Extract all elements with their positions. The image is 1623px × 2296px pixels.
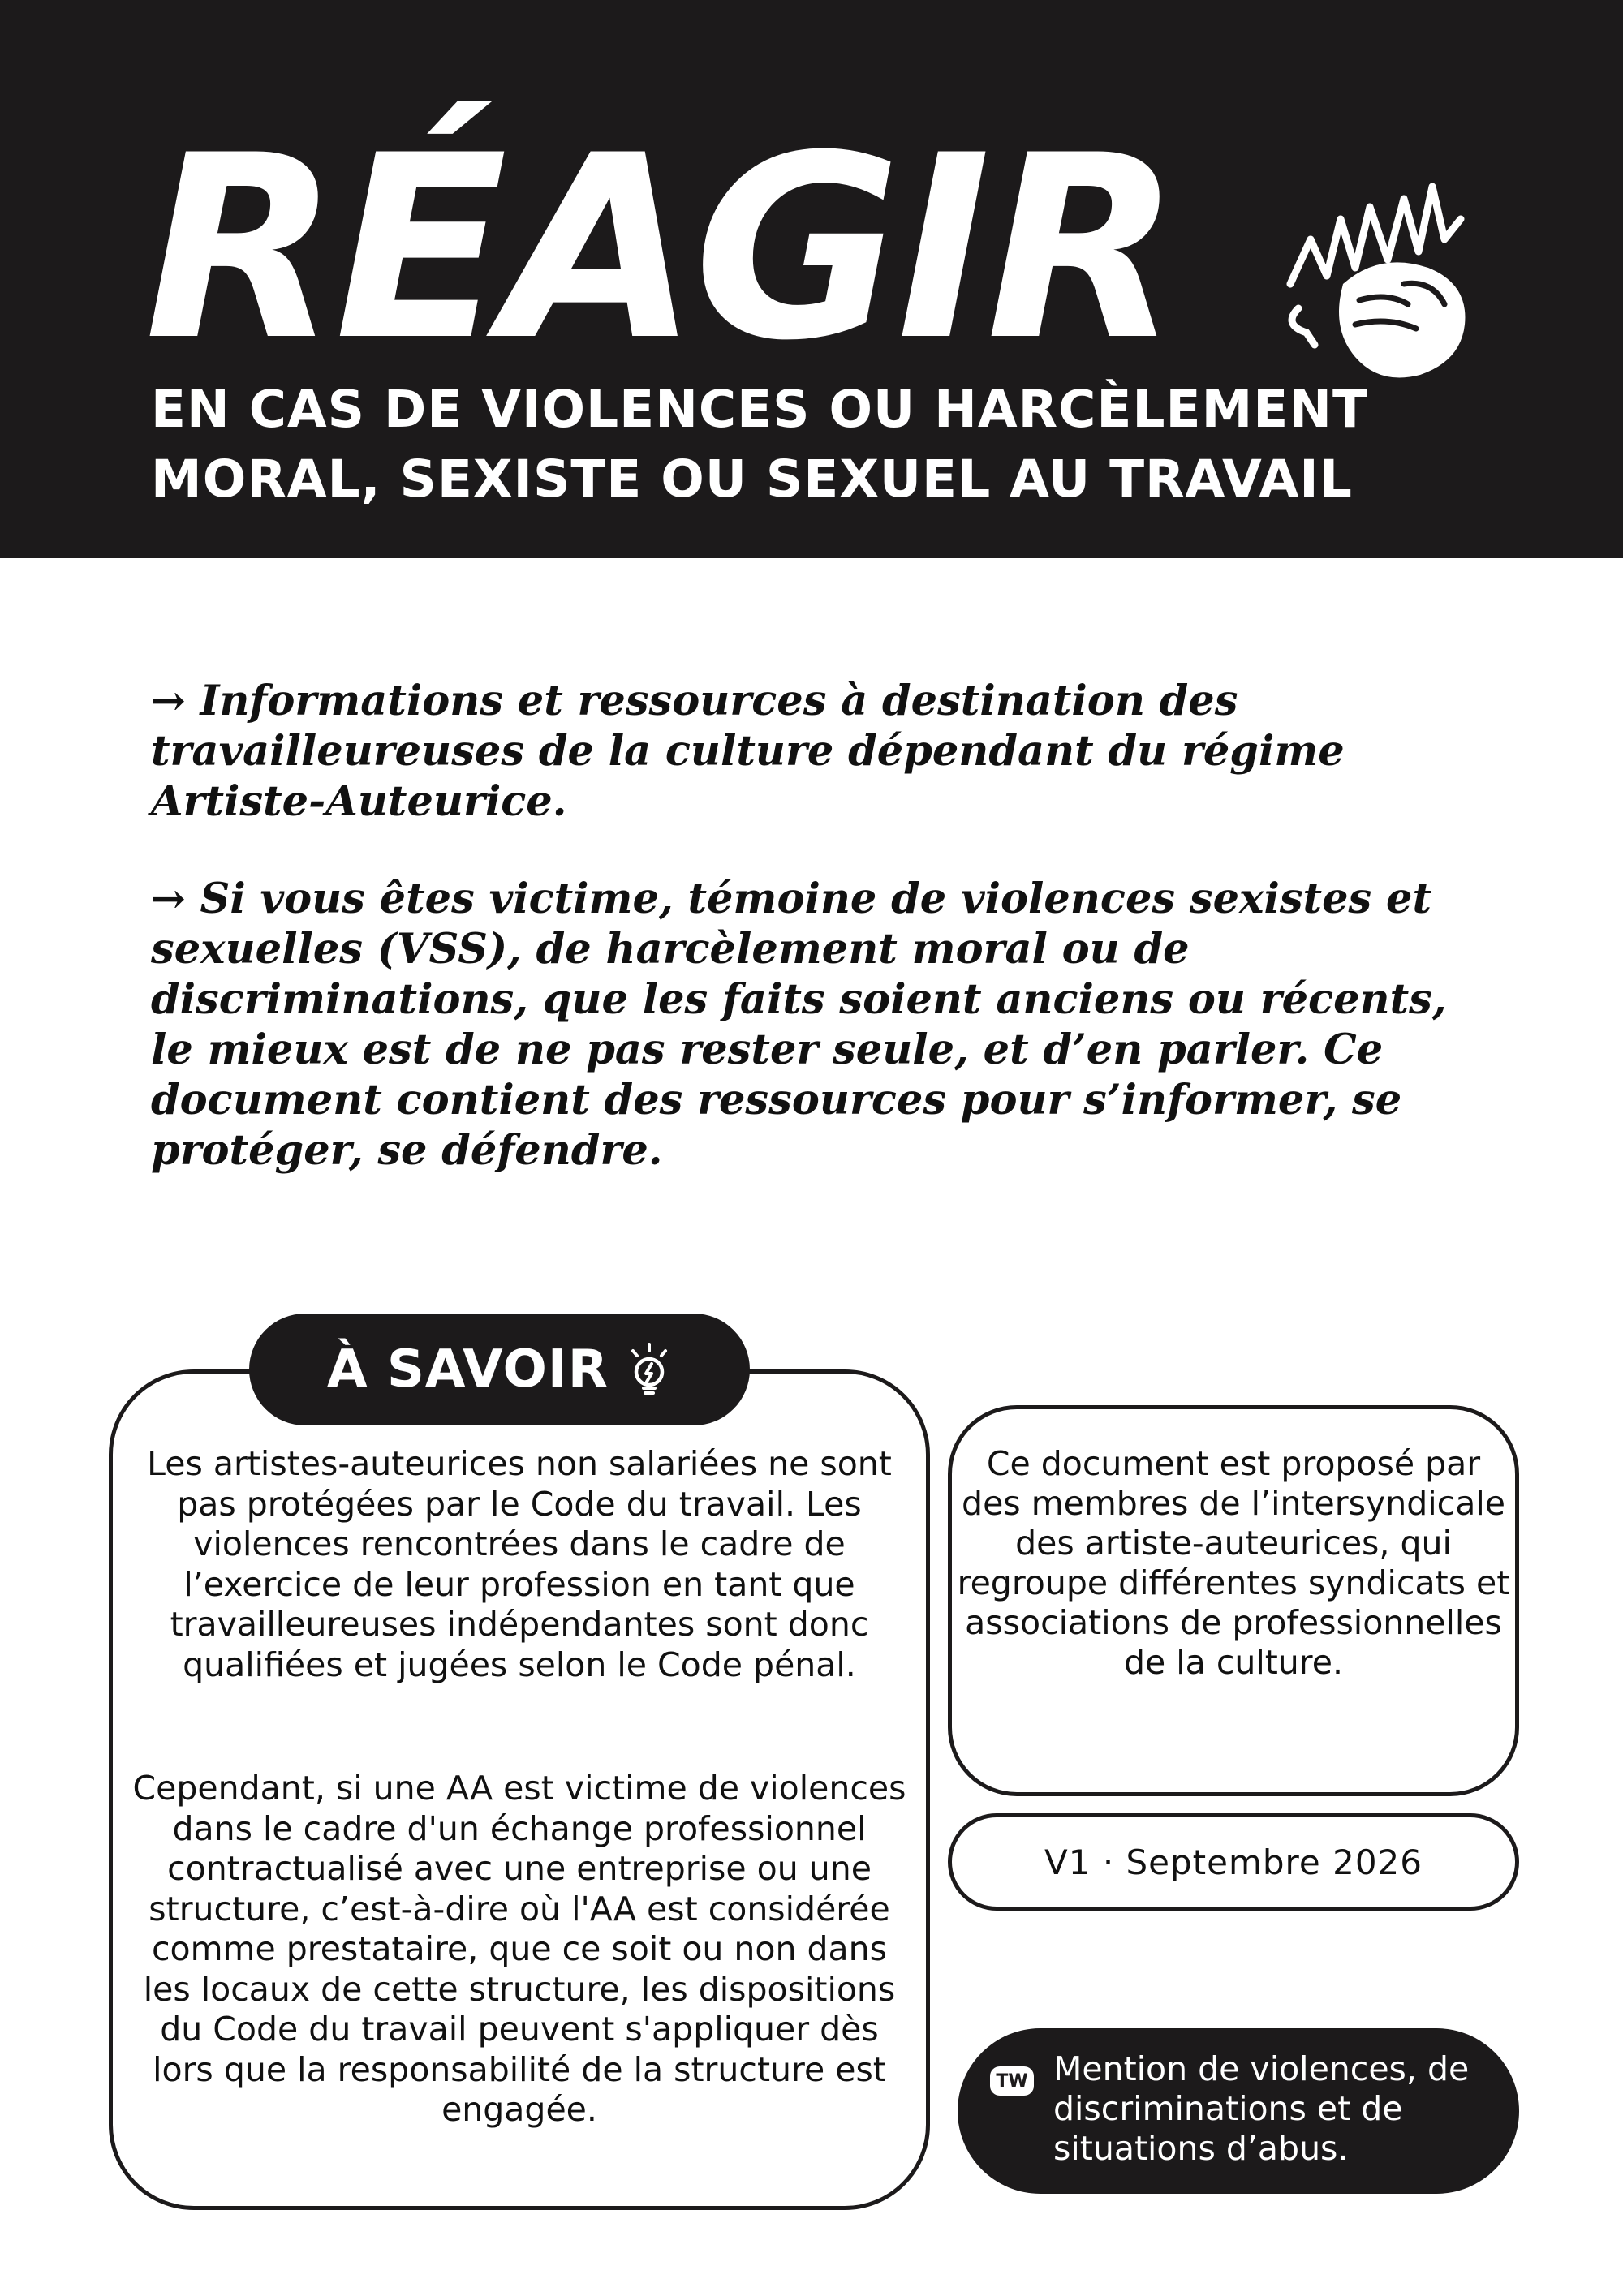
savoir-heading bbox=[249, 1314, 750, 1425]
header-banner bbox=[0, 0, 1623, 558]
page-subtitle bbox=[151, 375, 1368, 514]
version-text: V1 · Septembre 2026 bbox=[1044, 1842, 1423, 1882]
subtitle-line-1: EN CAS DE VIOLENCES OU HARCÈLEMENT bbox=[151, 380, 1369, 439]
document-info-text: Ce document est proposé par des membres de l’intersyndicale des artiste-auteurices, qui regroupe différentes syndicats et associations de professionnelles de la culture. bbox=[957, 1444, 1510, 1682]
raised-fist-icon bbox=[1266, 162, 1477, 381]
savoir-paragraph-2: Cependant, si une AA est victime de violences dans le cadre d'un échange professionnel contractualisé avec une entreprise ou une structure, c’est-à-dire où l'AA est considérée comme prestataire, que ce soit ou non dans les locaux de cette structure, les dispositions du Code du travail peuvent s'appliquer dès lors que la responsabilité de la structure est engagée. bbox=[132, 1769, 906, 2129]
trigger-warning-badge: TW bbox=[990, 2066, 1034, 2096]
intro-paragraph-1: → Informations et ressources à destination des travailleureuses de la culture dépendant du régime Artiste-Auteurice. bbox=[151, 677, 1345, 826]
intro-paragraph-2: → Si vous êtes victime, témoine de violences sexistes et sexuelles (VSS), de harcèlement moral ou de discriminations, que les faits soient anciens ou récents, le mieux est de ne pas rester seule, et d’en parler. Ce document contient des ressources pour s’informer, se protéger, se défendre. bbox=[151, 875, 1447, 1175]
lightbulb-icon bbox=[626, 1343, 672, 1396]
trigger-warning-text: Mention de violences, de discriminations et de situations d’abus. bbox=[1053, 2049, 1470, 2168]
savoir-label: À SAVOIR bbox=[327, 1339, 609, 1400]
page-title: RÉAGIR bbox=[144, 101, 1177, 396]
savoir-paragraph-1: Les artistes-auteurices non salariées ne sont pas protégées par le Code du travail. Les violences rencontrées dans le cadre de l’exercice de leur profession en tant que travailleureuses indépendantes sont donc qualifiées et jugées selon le Code pénal. bbox=[147, 1444, 892, 1684]
subtitle-line-2: MORAL, SEXISTE OU SEXUEL AU TRAVAIL bbox=[151, 449, 1353, 509]
version-badge bbox=[948, 1813, 1519, 1911]
trigger-warning-box bbox=[958, 2028, 1519, 2194]
